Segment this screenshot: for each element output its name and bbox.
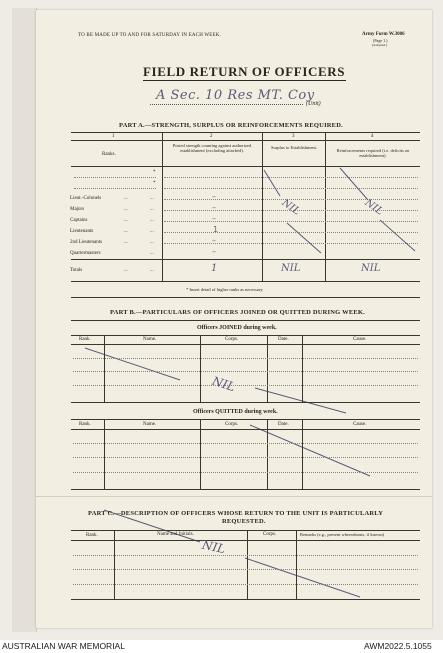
surplus-nil: NIL: [279, 197, 302, 218]
part-c-row-line: [73, 569, 418, 571]
rank-label: Quartermasters: [70, 251, 101, 256]
rank-dots: ...: [150, 218, 154, 223]
part-a-title: PART A.—STRENGTH, SURPLUS OR REINFORCEMENTS REQUIRED.: [119, 122, 343, 129]
part-c-col-remarks: Remarks (e.g., present whereabouts, if known): [300, 532, 385, 537]
reinforcements-nil: NIL: [362, 197, 385, 218]
quitted-col-corps: Corps.: [225, 422, 239, 427]
totals-label: Totals: [70, 268, 83, 273]
quitted-row-line: [73, 472, 418, 474]
quitted-col-cause: Cause.: [353, 422, 367, 427]
posted-entry: –: [212, 203, 216, 212]
rank-label: Lieut.-Colonels: [70, 196, 102, 201]
col-number-3: 3: [292, 134, 295, 139]
rank-label: Lieutenants: [70, 229, 94, 234]
quitted-col-divider: [267, 419, 268, 489]
footer-accession-number: AWM2022.5.1055: [364, 641, 432, 651]
rank-dots: ...: [150, 229, 154, 234]
joined-col-divider: [302, 335, 303, 402]
quitted-bottom-rule: [71, 489, 420, 490]
joined-col-corps: Corps.: [225, 337, 239, 342]
col-number-1: 1: [112, 134, 115, 139]
quitted-title: Officers QUITTED during week.: [193, 409, 278, 415]
totals-posted: 1: [211, 263, 218, 274]
posted-entry: –: [212, 247, 216, 256]
rank-dots: ...: [124, 207, 128, 212]
joined-bottom-rule: [71, 402, 420, 403]
joined-title: Officers JOINED during week.: [197, 325, 277, 331]
joined-col-name: Name.: [143, 337, 157, 342]
part-a-end-rule: [71, 297, 420, 298]
part-c-row-line: [73, 584, 418, 586]
form-page: (Page 1.): [373, 38, 388, 43]
rank-dots: ...: [150, 240, 154, 245]
asterisk-row-2: *: [153, 181, 156, 186]
joined-header-bottom: [71, 344, 420, 345]
joined-nil: NIL: [210, 373, 237, 395]
col-number-4: 4: [371, 134, 374, 139]
asterisk-row-1: *: [153, 170, 156, 175]
rank-dots: ...: [124, 229, 128, 234]
quitted-row-line: [73, 443, 418, 445]
form-adopted: (Adopted.): [372, 43, 388, 47]
part-c-col-corps: Corps.: [263, 532, 277, 537]
totals-reinforcements: NIL: [361, 263, 381, 274]
rank-dots: ...: [150, 251, 154, 256]
joined-row-line: [73, 385, 418, 387]
joined-header-top: [71, 335, 420, 336]
quitted-row-line: [73, 457, 418, 459]
joined-row-line: [73, 371, 418, 373]
unit-handwritten: A Sec. 10 Res MT. Coy: [156, 88, 315, 103]
part-c-col-divider: [296, 530, 297, 599]
quitted-col-name: Name.: [143, 422, 157, 427]
part-a-note: * Insert detail of higher ranks as necessary.: [186, 287, 264, 292]
part-c-header-top: [71, 530, 420, 531]
part-b-title: PART B.—PARTICULARS OF OFFICERS JOINED OR QUITTED DURING WEEK.: [110, 309, 366, 316]
part-c-row-line: [73, 555, 418, 557]
quitted-header-top: [71, 419, 420, 420]
quitted-col-divider: [302, 419, 303, 489]
quitted-col-divider: [104, 419, 105, 489]
rank-label: 2nd Lieutenants: [70, 240, 103, 245]
part-c-col-divider: [114, 530, 115, 599]
unit-label: (Unit): [306, 101, 321, 107]
joined-col-cause: Cause.: [353, 337, 367, 342]
col-header-reinforcements: Reinforcements required (i.e. deficits on establishment).: [336, 148, 410, 158]
col-number-2: 2: [210, 134, 213, 139]
part-c-bottom-rule: [71, 599, 420, 600]
part-c-col-divider: [247, 530, 248, 599]
rank-dots: ...: [150, 207, 154, 212]
col-header-posted: Posted strength counting against authorized establishment (excluding attached).: [172, 143, 252, 153]
quitted-col-date: Date.: [278, 422, 289, 427]
col-header-ranks: Ranks.: [102, 152, 116, 157]
joined-col-date: Date.: [278, 337, 289, 342]
posted-entry: –: [212, 192, 216, 201]
rank-dots: ...: [124, 240, 128, 245]
posted-entry: 1: [213, 225, 219, 234]
rank-dots: ...: [124, 218, 128, 223]
part-c-nil: NIL: [200, 537, 227, 557]
posted-entry: –: [212, 214, 216, 223]
quitted-col-divider: [200, 419, 201, 489]
rank-label: Captains: [70, 218, 88, 223]
part-c-title-line1: PART C.—DESCRIPTION OF OFFICERS WHOSE RETURN TO THE UNIT IS PARTICULARLY: [88, 510, 384, 517]
rank-dots: ...: [124, 196, 128, 201]
rank-dots: ...: [150, 196, 154, 201]
joined-col-divider: [104, 335, 105, 402]
quitted-header-bottom: [71, 429, 420, 430]
part-c-col-name: Name and Initials.: [157, 532, 194, 537]
rank-label: Majors: [70, 207, 85, 212]
rank-dots: ...: [150, 268, 154, 273]
part-c-header-bottom: [71, 540, 420, 541]
form-title: FIELD RETURN OF OFFICERS: [143, 64, 346, 79]
joined-row-line: [73, 358, 418, 360]
col-header-surplus: Surplus to Establishment.: [270, 145, 318, 150]
header-instruction: TO BE MADE UP TO AND FOR SATURDAY IN EACH WEEK.: [78, 33, 222, 38]
rank-dots: ...: [124, 268, 128, 273]
quitted-col-rank: Rank.: [79, 422, 91, 427]
joined-col-rank: Rank.: [79, 337, 91, 342]
form-number: Army Form W.3006: [362, 32, 405, 37]
footer-institution: AUSTRALIAN WAR MEMORIAL: [2, 641, 125, 651]
totals-surplus: NIL: [281, 263, 301, 274]
part-b-top-rule: [71, 320, 420, 321]
posted-entry: –: [212, 236, 216, 245]
part-c-col-rank: Rank.: [86, 533, 98, 538]
joined-col-divider: [267, 335, 268, 402]
part-c-title-line2: REQUESTED.: [222, 518, 266, 525]
joined-col-divider: [200, 335, 201, 402]
